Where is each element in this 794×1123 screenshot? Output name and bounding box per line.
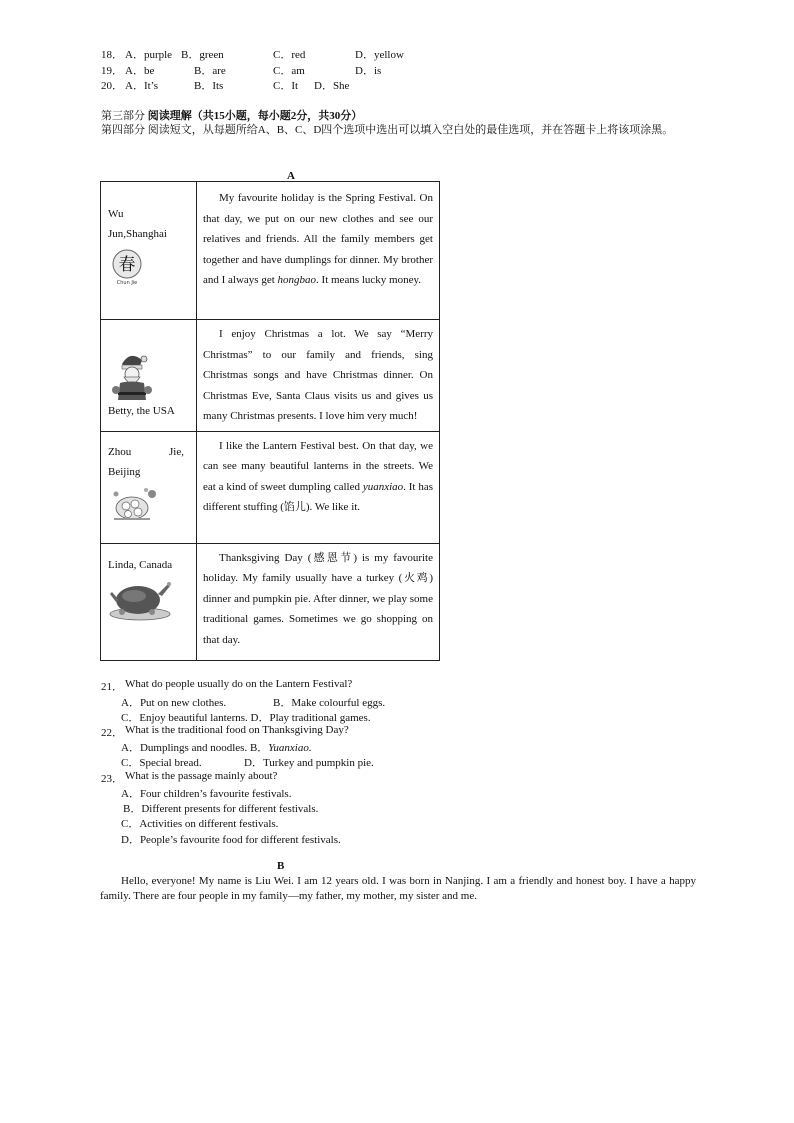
option-d: D．yellow (355, 49, 404, 61)
festival-text: Thanksgiving Day (感恩节) is my favourite holiday. My family usually have a turkey (火鸡) dinner and pumpkin pie. After dinner, we play some traditional games. Sometimes we go shopping on that day. (197, 543, 440, 660)
spring-festival-icon (108, 248, 154, 286)
festival-table (100, 181, 440, 661)
person-name: Betty, the USA (108, 405, 175, 417)
table-row (101, 320, 440, 432)
spring-caption: Chun Jie (116, 280, 138, 286)
option-b: B．Different presents for different festivals. (123, 803, 319, 815)
question-stem: What is the traditional food on Thanksgiving Day? (125, 724, 349, 736)
question-stem: What is the passage mainly about? (125, 770, 278, 782)
option-a: A．purple (125, 49, 173, 61)
option-c: C．Special bread. (121, 757, 202, 769)
roast-turkey-icon (108, 576, 172, 622)
option-b: B．green (181, 49, 224, 61)
option-b: B．Its (194, 80, 224, 92)
option-a: A．Four children’s favourite festivals. (121, 788, 292, 800)
person-cell (101, 431, 197, 543)
passage-b-label: B (277, 860, 285, 872)
option-cd: C．Enjoy beautiful lanterns. D．Play traditional games. (121, 712, 371, 724)
person-name: Wu Jun,Shanghai (108, 208, 167, 240)
person-cell (101, 320, 197, 432)
question-stem: What do people usually do on the Lantern Festival? (125, 678, 353, 690)
person-cell (101, 182, 197, 320)
option-c: C．red (273, 49, 306, 61)
question-number: 23． (101, 773, 123, 785)
option-a: A．Put on new clothes. (121, 697, 227, 709)
option-a: A．It’s (125, 80, 158, 92)
festival-text: I enjoy Christmas a lot. We say “Merry Christmas” to our family and friends, sing Christmas songs and have Christmas dinner. On Christmas Eve, Santa Claus visits us and gives us many Christmas presents. I love him very much! (197, 320, 440, 432)
passage-b-text: Hello, everyone! My name is Liu Wei. I am 12 years old. I was born in Nanjing. I am a friendly and honest boy. I have a happy family. There are four people in my family—my father, my mother, my sister and me. (100, 875, 696, 902)
question-number: 21． (101, 681, 123, 693)
part3-heading (101, 107, 362, 123)
table-row (101, 543, 440, 660)
passage-a-label: A (287, 170, 295, 182)
option-a: A．be (125, 65, 155, 77)
option-b: B．are (194, 65, 226, 77)
option-d: D．is (355, 65, 382, 77)
option-c: C．Activities on different festivals. (121, 818, 279, 830)
part3-title: 阅读理解 (147, 110, 192, 122)
spring-char: 春 (118, 255, 136, 275)
option-d: D．Turkey and pumpkin pie. (244, 757, 374, 769)
option-d: D．People’s favourite food for different festivals. (121, 834, 341, 846)
person-name: Linda, Canada (108, 558, 173, 571)
question-number: 19． (101, 65, 123, 77)
option-d: D．She (314, 80, 350, 92)
option-c: C．It (273, 80, 299, 92)
part3-score: （共15小题，每小题2分，共30分） (191, 110, 363, 122)
question-number: 18． (101, 49, 123, 61)
question-number: 20． (101, 80, 123, 92)
table-row (101, 431, 440, 543)
festival-text: My favourite holiday is the Spring Festival. On that day, we put on our new clothes and see our relatives and friends. All the family members get together and have dumplings for dinner. My brother and I always get hongbao. It means lucky money. (197, 182, 440, 320)
lantern-festival-icon (108, 484, 162, 524)
option-c: C．am (273, 65, 305, 77)
table-row (101, 182, 440, 320)
person-cell (101, 543, 197, 660)
person-name: Zhou Jie, Beijing (108, 445, 184, 478)
santa-claus-icon (108, 350, 158, 402)
question-number: 22． (101, 727, 123, 739)
festival-text: I like the Lantern Festival best. On that day, we can see many beautiful lanterns in the streets. We eat a kind of sweet dumpling called yuanxiao. It has different stuffing (馅儿). We like it. (197, 431, 440, 543)
option-ab: A．Dumplings and noodles. B．Yuanxiao. (121, 742, 312, 754)
part3-prefix: 第三部分 (101, 110, 148, 122)
option-b: B．Make colourful eggs. (273, 697, 386, 709)
part4-instruction: 第四部分 阅读短文，从每题所给A、B、C、D四个选项中选出可以填入空白处的最佳选项，并在答题卡上将该项涂黑。 (101, 124, 674, 136)
